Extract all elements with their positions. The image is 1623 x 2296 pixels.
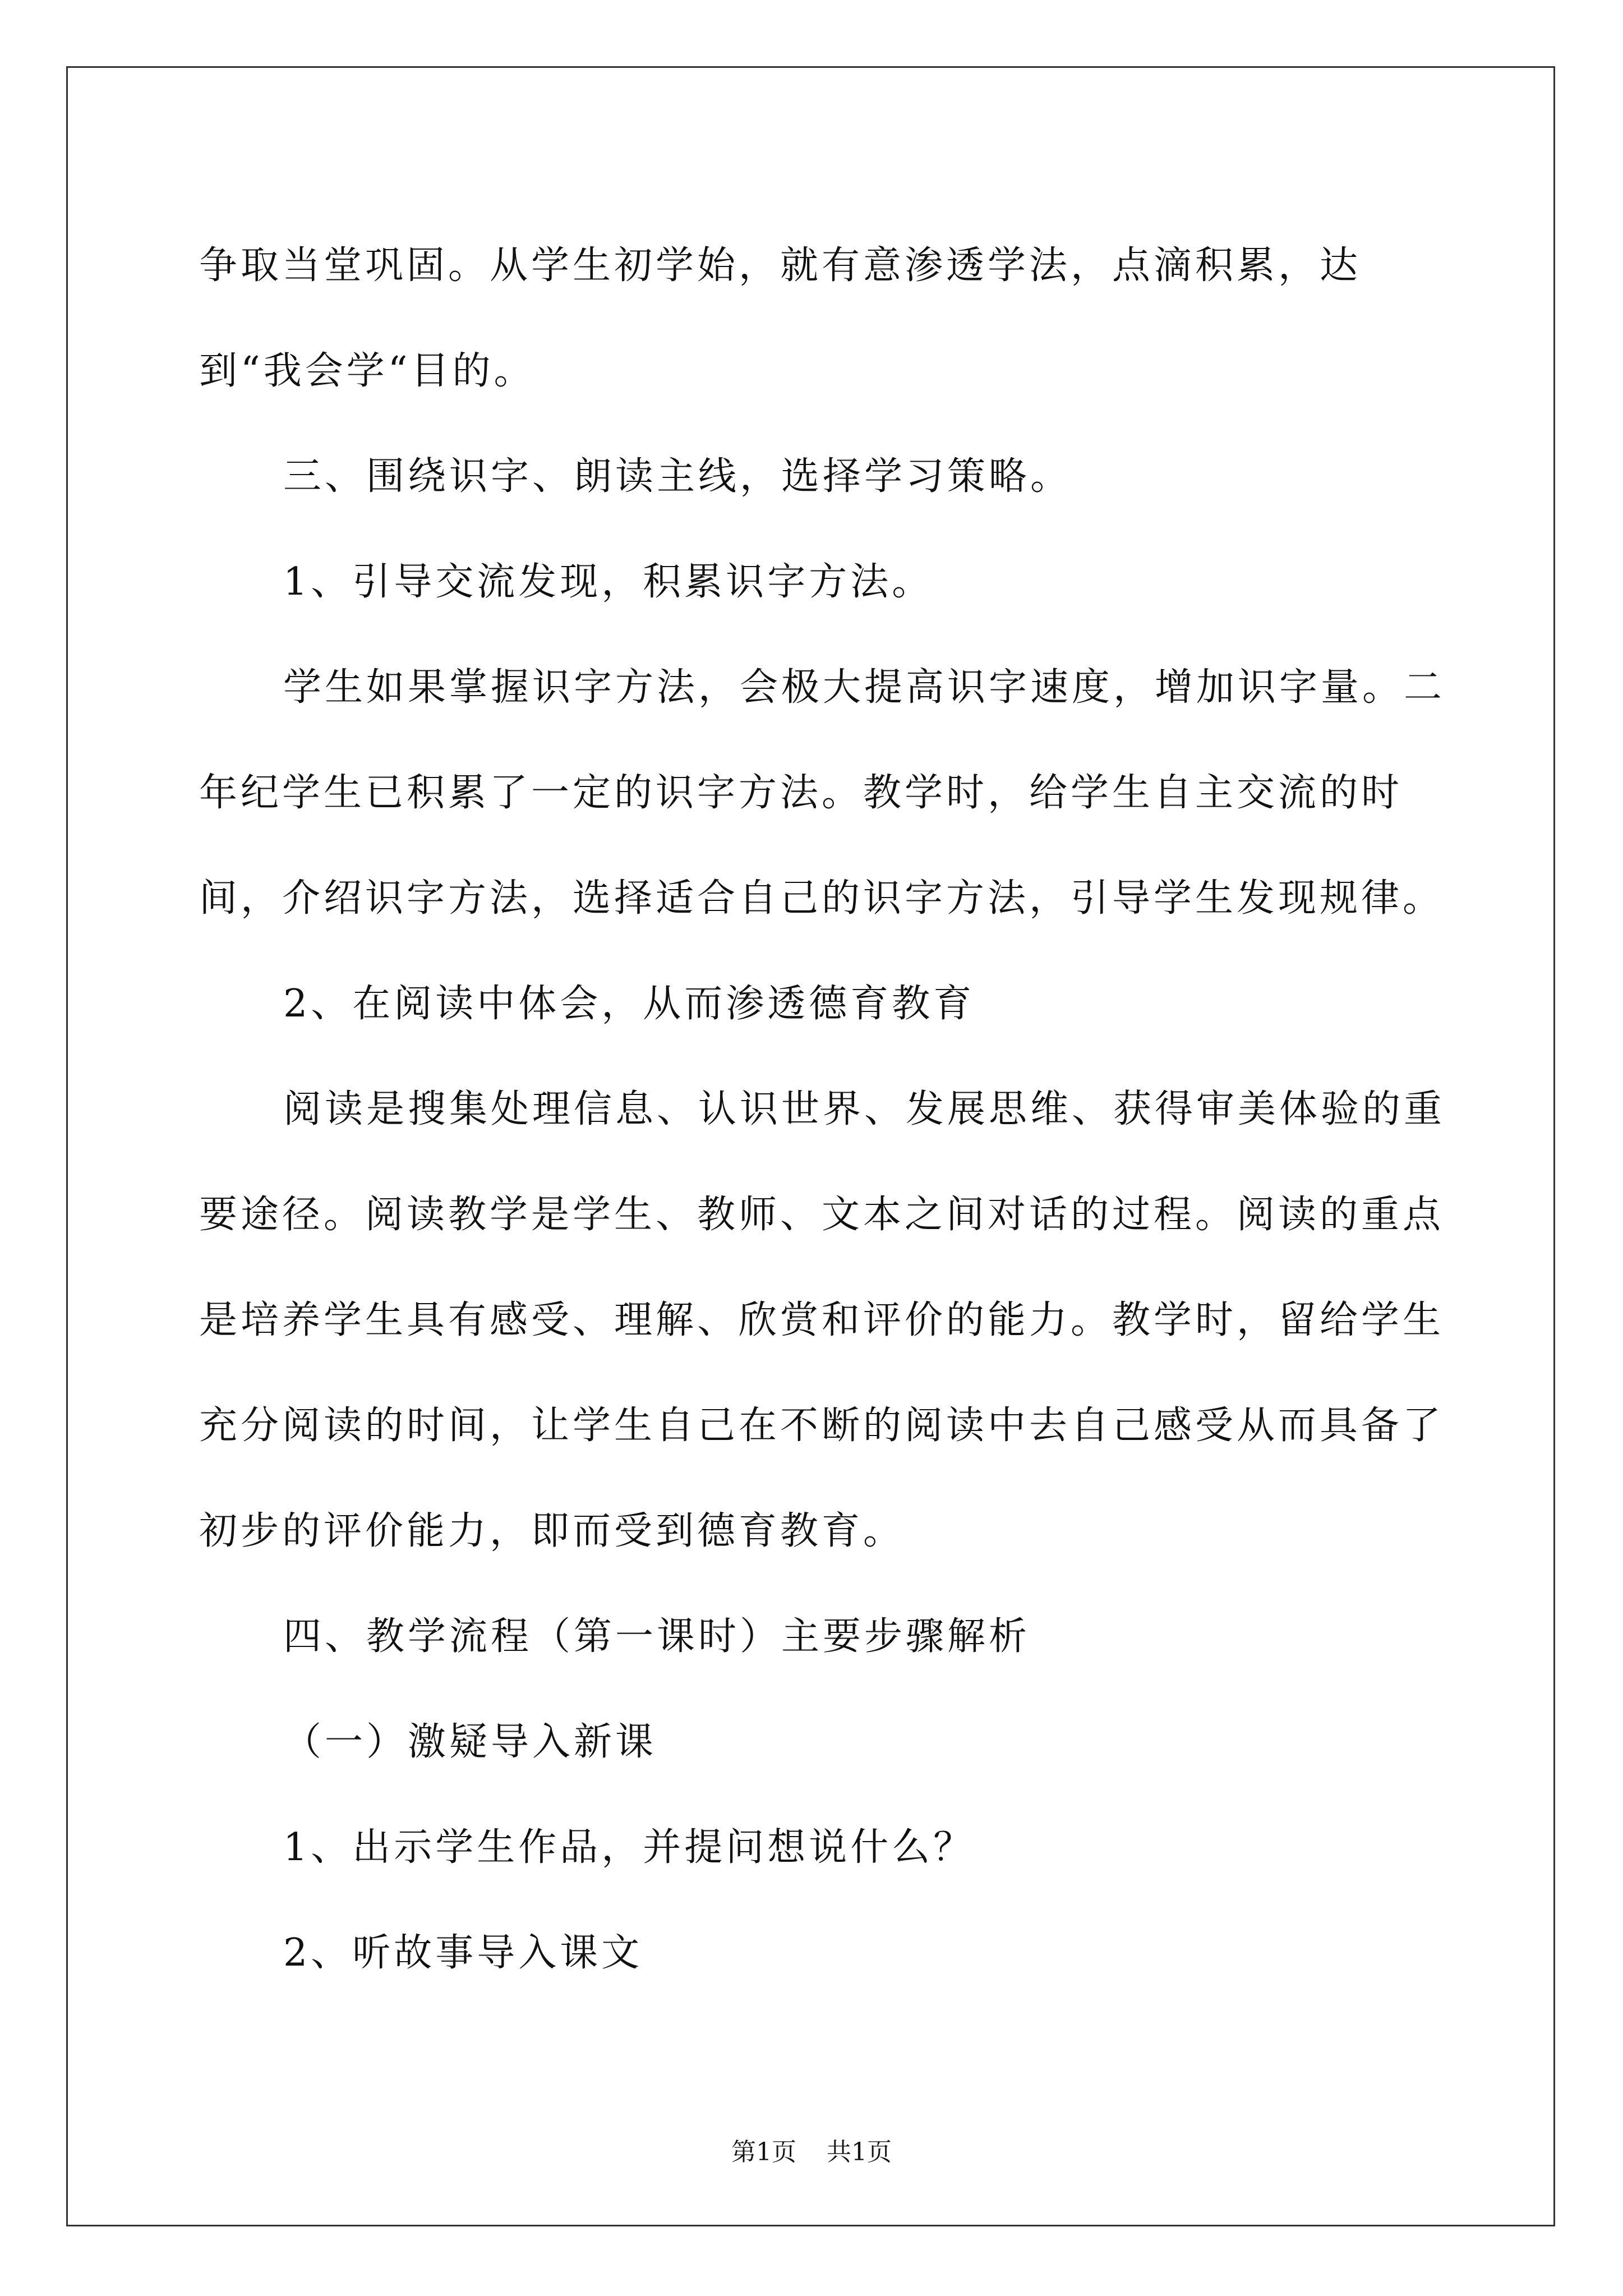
section-heading-four: 四、教学流程（第一课时）主要步骤解析: [283, 1614, 1031, 1659]
section-heading-three: 三、围绕识字、朗读主线，选择学习策略。: [283, 454, 1072, 499]
subheading-intro: （一）激疑导入新课: [283, 1720, 657, 1764]
page-number: 第1页: [731, 2138, 796, 2166]
subheading-2: 2、在阅读中体会，从而渗透德育教育: [283, 982, 975, 1026]
page-total: 共1页: [827, 2138, 892, 2166]
document-body: [199, 213, 1453, 2006]
list-item-1: 1、出示学生作品，并提问想说什么？: [283, 1825, 975, 1870]
subheading-1: 1、引导交流发现，积累识字方法。: [283, 560, 934, 604]
paragraph-literacy-method: 学生如果掌握识字方法，会极大提高识字速度，增加识字量。二年纪学生已积累了一定的识字方法。教学时，给学生自主交流的时间，介绍识字方法，选择适合自己的识字方法，引导学生发现规律。: [199, 665, 1446, 921]
paragraph-continuation: 争取当堂巩固。从学生初学始，就有意渗透学法，点滴积累，达到“我会学“目的。: [199, 243, 1362, 393]
list-item-2: 2、听故事导入课文: [283, 1931, 643, 1975]
page-footer: [0, 2132, 1623, 2168]
paragraph-reading: 阅读是搜集处理信息、认识世界、发展思维、获得审美体验的重要途径。阅读教学是学生、教师、文本之间对话的过程。阅读的重点是培养学生具有感受、理解、欣赏和评价的能力。教学时，留给学生充分阅读的时间，让学生自己在不断的阅读中去自己感受从而具备了初步的评价能力，即而受到德育教育。: [199, 1087, 1446, 1553]
